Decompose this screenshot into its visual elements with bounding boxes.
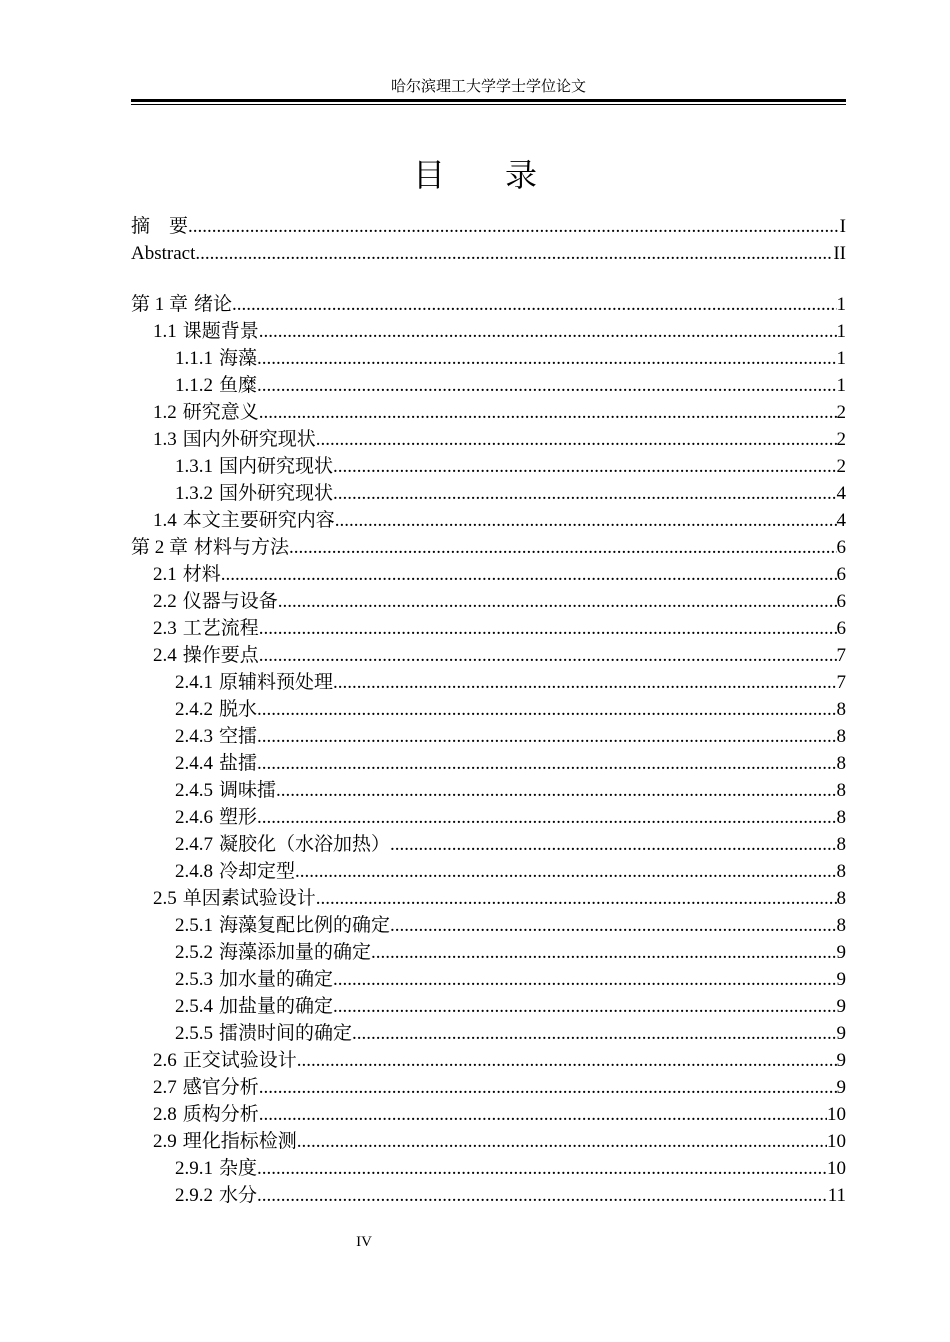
toc-entry-number: 2.4.3	[175, 726, 213, 747]
toc-leader-dots	[371, 939, 836, 966]
toc-leader-dots	[259, 399, 837, 426]
toc-leader-dots	[289, 534, 836, 561]
toc-entry-page: 6	[836, 537, 846, 558]
toc-entry[interactable]	[131, 1047, 846, 1074]
toc-entry-page: 7	[836, 672, 846, 693]
toc-leader-dots	[232, 291, 836, 318]
toc-entry-page: 4	[836, 483, 846, 504]
toc-entry-label: 擂溃时间的确定	[219, 1023, 353, 1044]
toc-leader-dots	[390, 912, 836, 939]
toc-leader-dots	[257, 750, 836, 777]
toc-leader-dots	[195, 240, 833, 267]
toc-leader-dots	[278, 588, 837, 615]
toc-leader-dots	[257, 345, 836, 372]
toc-entry-label: 研究意义	[182, 402, 259, 423]
toc-entry[interactable]	[131, 912, 846, 939]
toc-entry-page: 10	[827, 1131, 846, 1152]
toc-leader-dots	[333, 966, 836, 993]
toc-entry-number: 2.4.1	[175, 672, 213, 693]
toc-leader-dots	[333, 669, 836, 696]
running-header: 哈尔滨理工大学学士学位论文	[390, 79, 586, 95]
toc-entry[interactable]	[131, 1020, 846, 1047]
toc-entry[interactable]	[131, 399, 846, 426]
toc-entry-label: 材料与方法	[194, 537, 290, 558]
toc-entry-page: 2	[836, 402, 846, 423]
toc-entry-number: 2.4.7	[175, 834, 213, 855]
toc-entry-label: 正交试验设计	[182, 1050, 297, 1071]
table-of-contents	[131, 213, 846, 1209]
toc-entry-page: 10	[827, 1158, 846, 1179]
toc-entry-label: 加盐量的确定	[219, 996, 334, 1017]
toc-entry-label: 工艺流程	[182, 618, 259, 639]
toc-entry-page: 8	[836, 726, 846, 747]
toc-entry-label: 海藻复配比例的确定	[219, 915, 391, 936]
toc-entry-number: 2.5.3	[175, 969, 213, 990]
toc-entry-page: 8	[836, 807, 846, 828]
toc-entry-label: 感官分析	[182, 1077, 259, 1098]
toc-leader-dots	[259, 615, 837, 642]
toc-entry-page: 8	[836, 753, 846, 774]
toc-leader-dots	[390, 831, 836, 858]
toc-entry[interactable]	[131, 777, 846, 804]
toc-entry-page: 9	[836, 996, 846, 1017]
toc-entry-number: 1.3	[153, 429, 177, 450]
toc-entry[interactable]	[131, 750, 846, 777]
toc-entry-number: 2.5.5	[175, 1023, 213, 1044]
toc-leader-dots	[221, 561, 837, 588]
toc-entry-page: 1	[836, 375, 846, 396]
toc-leader-dots	[257, 723, 836, 750]
toc-entry-number: 2.8	[153, 1104, 177, 1125]
toc-entry-number: 2.5.1	[175, 915, 213, 936]
toc-leader-dots	[333, 993, 836, 1020]
toc-entry-page: 8	[836, 699, 846, 720]
toc-entry-label: 材料	[182, 564, 221, 585]
toc-entry[interactable]	[131, 1155, 846, 1182]
toc-leader-dots	[295, 858, 836, 885]
toc-entry-label: 操作要点	[182, 645, 259, 666]
toc-entry-label: 盐擂	[219, 753, 258, 774]
toc-entry[interactable]	[131, 993, 846, 1020]
toc-entry-number: 2.5.4	[175, 996, 213, 1017]
toc-entry-label: 国外研究现状	[219, 483, 334, 504]
toc-entry-page: 2	[836, 429, 846, 450]
toc-entry[interactable]	[131, 885, 846, 912]
toc-entry[interactable]	[131, 966, 846, 993]
toc-entry-page: 9	[836, 1023, 846, 1044]
toc-entry[interactable]	[131, 345, 846, 372]
toc-entry[interactable]	[131, 831, 846, 858]
toc-entry-number: 第 2 章	[131, 537, 189, 558]
toc-entry-label: 原辅料预处理	[219, 672, 334, 693]
toc-leader-dots	[333, 453, 836, 480]
toc-entry[interactable]	[131, 291, 846, 318]
toc-leader-dots	[188, 213, 840, 240]
toc-leader-dots	[259, 318, 837, 345]
toc-entry[interactable]	[131, 642, 846, 669]
toc-entry[interactable]	[131, 318, 846, 345]
toc-entry-number: 2.4.6	[175, 807, 213, 828]
toc-entry-label: 调味擂	[219, 780, 277, 801]
toc-leader-dots	[297, 1047, 837, 1074]
toc-leader-dots	[259, 1101, 827, 1128]
toc-entry-number: 2.7	[153, 1077, 177, 1098]
toc-entry-label: 塑形	[219, 807, 258, 828]
page-title	[0, 150, 950, 200]
toc-entry-label: 鱼糜	[219, 375, 258, 396]
toc-entry[interactable]	[131, 507, 846, 534]
toc-entry-number: 2.6	[153, 1050, 177, 1071]
toc-entry-label: 水分	[219, 1185, 258, 1206]
toc-entry[interactable]	[131, 213, 846, 240]
toc-entry-page: 1	[836, 321, 846, 342]
toc-entry-number: 1.1	[153, 321, 177, 342]
toc-entry-number: 2.4	[153, 645, 177, 666]
toc-entry[interactable]	[131, 561, 846, 588]
toc-entry-label: 本文主要研究内容	[182, 510, 335, 531]
toc-leader-dots	[257, 804, 836, 831]
toc-leader-dots	[335, 507, 837, 534]
toc-entry[interactable]	[131, 426, 846, 453]
toc-entry[interactable]	[131, 240, 846, 267]
toc-entry-number: 2.4.5	[175, 780, 213, 801]
page-number: IV	[356, 1234, 372, 1250]
toc-entry-number: 1.4	[153, 510, 177, 531]
toc-entry-label: 空擂	[219, 726, 258, 747]
toc-entry-number: 2.4.8	[175, 861, 213, 882]
toc-leader-dots	[316, 426, 837, 453]
toc-leader-dots	[257, 372, 836, 399]
toc-leader-dots	[257, 696, 836, 723]
toc-entry-label: 绪论	[194, 294, 233, 315]
toc-entry-label: 质构分析	[182, 1104, 259, 1125]
toc-entry-label: 国内外研究现状	[182, 429, 316, 450]
toc-entry[interactable]	[131, 939, 846, 966]
page-title-left: 目	[412, 156, 445, 194]
toc-entry[interactable]	[131, 1128, 846, 1155]
toc-entry[interactable]	[131, 723, 846, 750]
toc-entry-page: 4	[836, 510, 846, 531]
toc-entry[interactable]	[131, 669, 846, 696]
toc-entry-label: 仪器与设备	[182, 591, 278, 612]
toc-spacer	[131, 267, 846, 291]
header-rule-thick	[131, 99, 846, 102]
toc-entry-label: 冷却定型	[219, 861, 296, 882]
toc-entry-number: 1.1.2	[175, 375, 213, 396]
toc-leader-dots	[257, 1155, 827, 1182]
toc-entry-page: 8	[836, 888, 846, 909]
toc-entry-number: 1.3.1	[175, 456, 213, 477]
toc-entry[interactable]	[131, 453, 846, 480]
toc-entry-number: 2.1	[153, 564, 177, 585]
toc-leader-dots	[297, 1128, 827, 1155]
toc-entry-label: 理化指标检测	[182, 1131, 297, 1152]
toc-entry-number: 第 1 章	[131, 294, 189, 315]
toc-entry-number: 2.9	[153, 1131, 177, 1152]
toc-entry-label: 脱水	[219, 699, 258, 720]
toc-entry-number: 2.3	[153, 618, 177, 639]
toc-leader-dots	[333, 480, 836, 507]
toc-leader-dots	[352, 1020, 836, 1047]
page-title-right: 录	[505, 156, 538, 194]
toc-entry[interactable]	[131, 480, 846, 507]
toc-entry-label: Abstract	[131, 243, 196, 264]
toc-entry[interactable]	[131, 615, 846, 642]
toc-leader-dots	[259, 1074, 837, 1101]
toc-entry-label: 海藻添加量的确定	[219, 942, 372, 963]
toc-entry-page: 6	[836, 564, 846, 585]
toc-entry[interactable]	[131, 804, 846, 831]
toc-leader-dots	[276, 777, 836, 804]
toc-entry-number: 2.4.2	[175, 699, 213, 720]
toc-entry-page: II	[833, 243, 846, 264]
toc-entry-page: 8	[836, 834, 846, 855]
toc-entry-number: 2.2	[153, 591, 177, 612]
toc-entry-number: 2.5	[153, 888, 177, 909]
header-rule-thin	[131, 104, 846, 105]
toc-entry[interactable]	[131, 858, 846, 885]
toc-entry-number: 1.2	[153, 402, 177, 423]
toc-entry-number: 2.9.1	[175, 1158, 213, 1179]
toc-entry[interactable]	[131, 534, 846, 561]
toc-entry-number: 2.4.4	[175, 753, 213, 774]
toc-entry-page: 7	[836, 645, 846, 666]
toc-entry-page: 10	[827, 1104, 846, 1125]
toc-entry[interactable]	[131, 588, 846, 615]
toc-leader-dots	[259, 642, 837, 669]
toc-entry-page: 8	[836, 861, 846, 882]
toc-entry-page: 8	[836, 780, 846, 801]
toc-entry-number: 2.9.2	[175, 1185, 213, 1206]
toc-entry[interactable]	[131, 1182, 846, 1209]
toc-entry-page: 9	[836, 1050, 846, 1071]
toc-entry-label: 加水量的确定	[219, 969, 334, 990]
toc-leader-dots	[316, 885, 837, 912]
toc-entry-label: 摘 要	[131, 216, 189, 237]
toc-entry-number: 1.3.2	[175, 483, 213, 504]
toc-entry-label: 海藻	[219, 348, 258, 369]
toc-leader-dots	[257, 1182, 828, 1209]
toc-entry-page: 6	[836, 591, 846, 612]
toc-entry-number: 1.1.1	[175, 348, 213, 369]
toc-entry-page: 1	[836, 294, 846, 315]
toc-entry-page: 9	[836, 1077, 846, 1098]
toc-entry-page: 8	[836, 915, 846, 936]
toc-entry[interactable]	[131, 1101, 846, 1128]
toc-entry-label: 课题背景	[182, 321, 259, 342]
toc-entry-label: 凝胶化（水浴加热）	[219, 834, 391, 855]
toc-entry-label: 单因素试验设计	[182, 888, 316, 909]
toc-entry-page: 11	[827, 1185, 846, 1206]
toc-entry-label: 杂度	[219, 1158, 258, 1179]
toc-entry-page: 9	[836, 969, 846, 990]
toc-entry-page: 2	[836, 456, 846, 477]
toc-entry[interactable]	[131, 696, 846, 723]
toc-entry-page: 6	[836, 618, 846, 639]
toc-entry-page: 9	[836, 942, 846, 963]
toc-entry-label: 国内研究现状	[219, 456, 334, 477]
toc-entry-number: 2.5.2	[175, 942, 213, 963]
toc-entry-page: 1	[836, 348, 846, 369]
toc-entry[interactable]	[131, 1074, 846, 1101]
toc-entry[interactable]	[131, 372, 846, 399]
toc-entry-page: I	[839, 216, 846, 237]
